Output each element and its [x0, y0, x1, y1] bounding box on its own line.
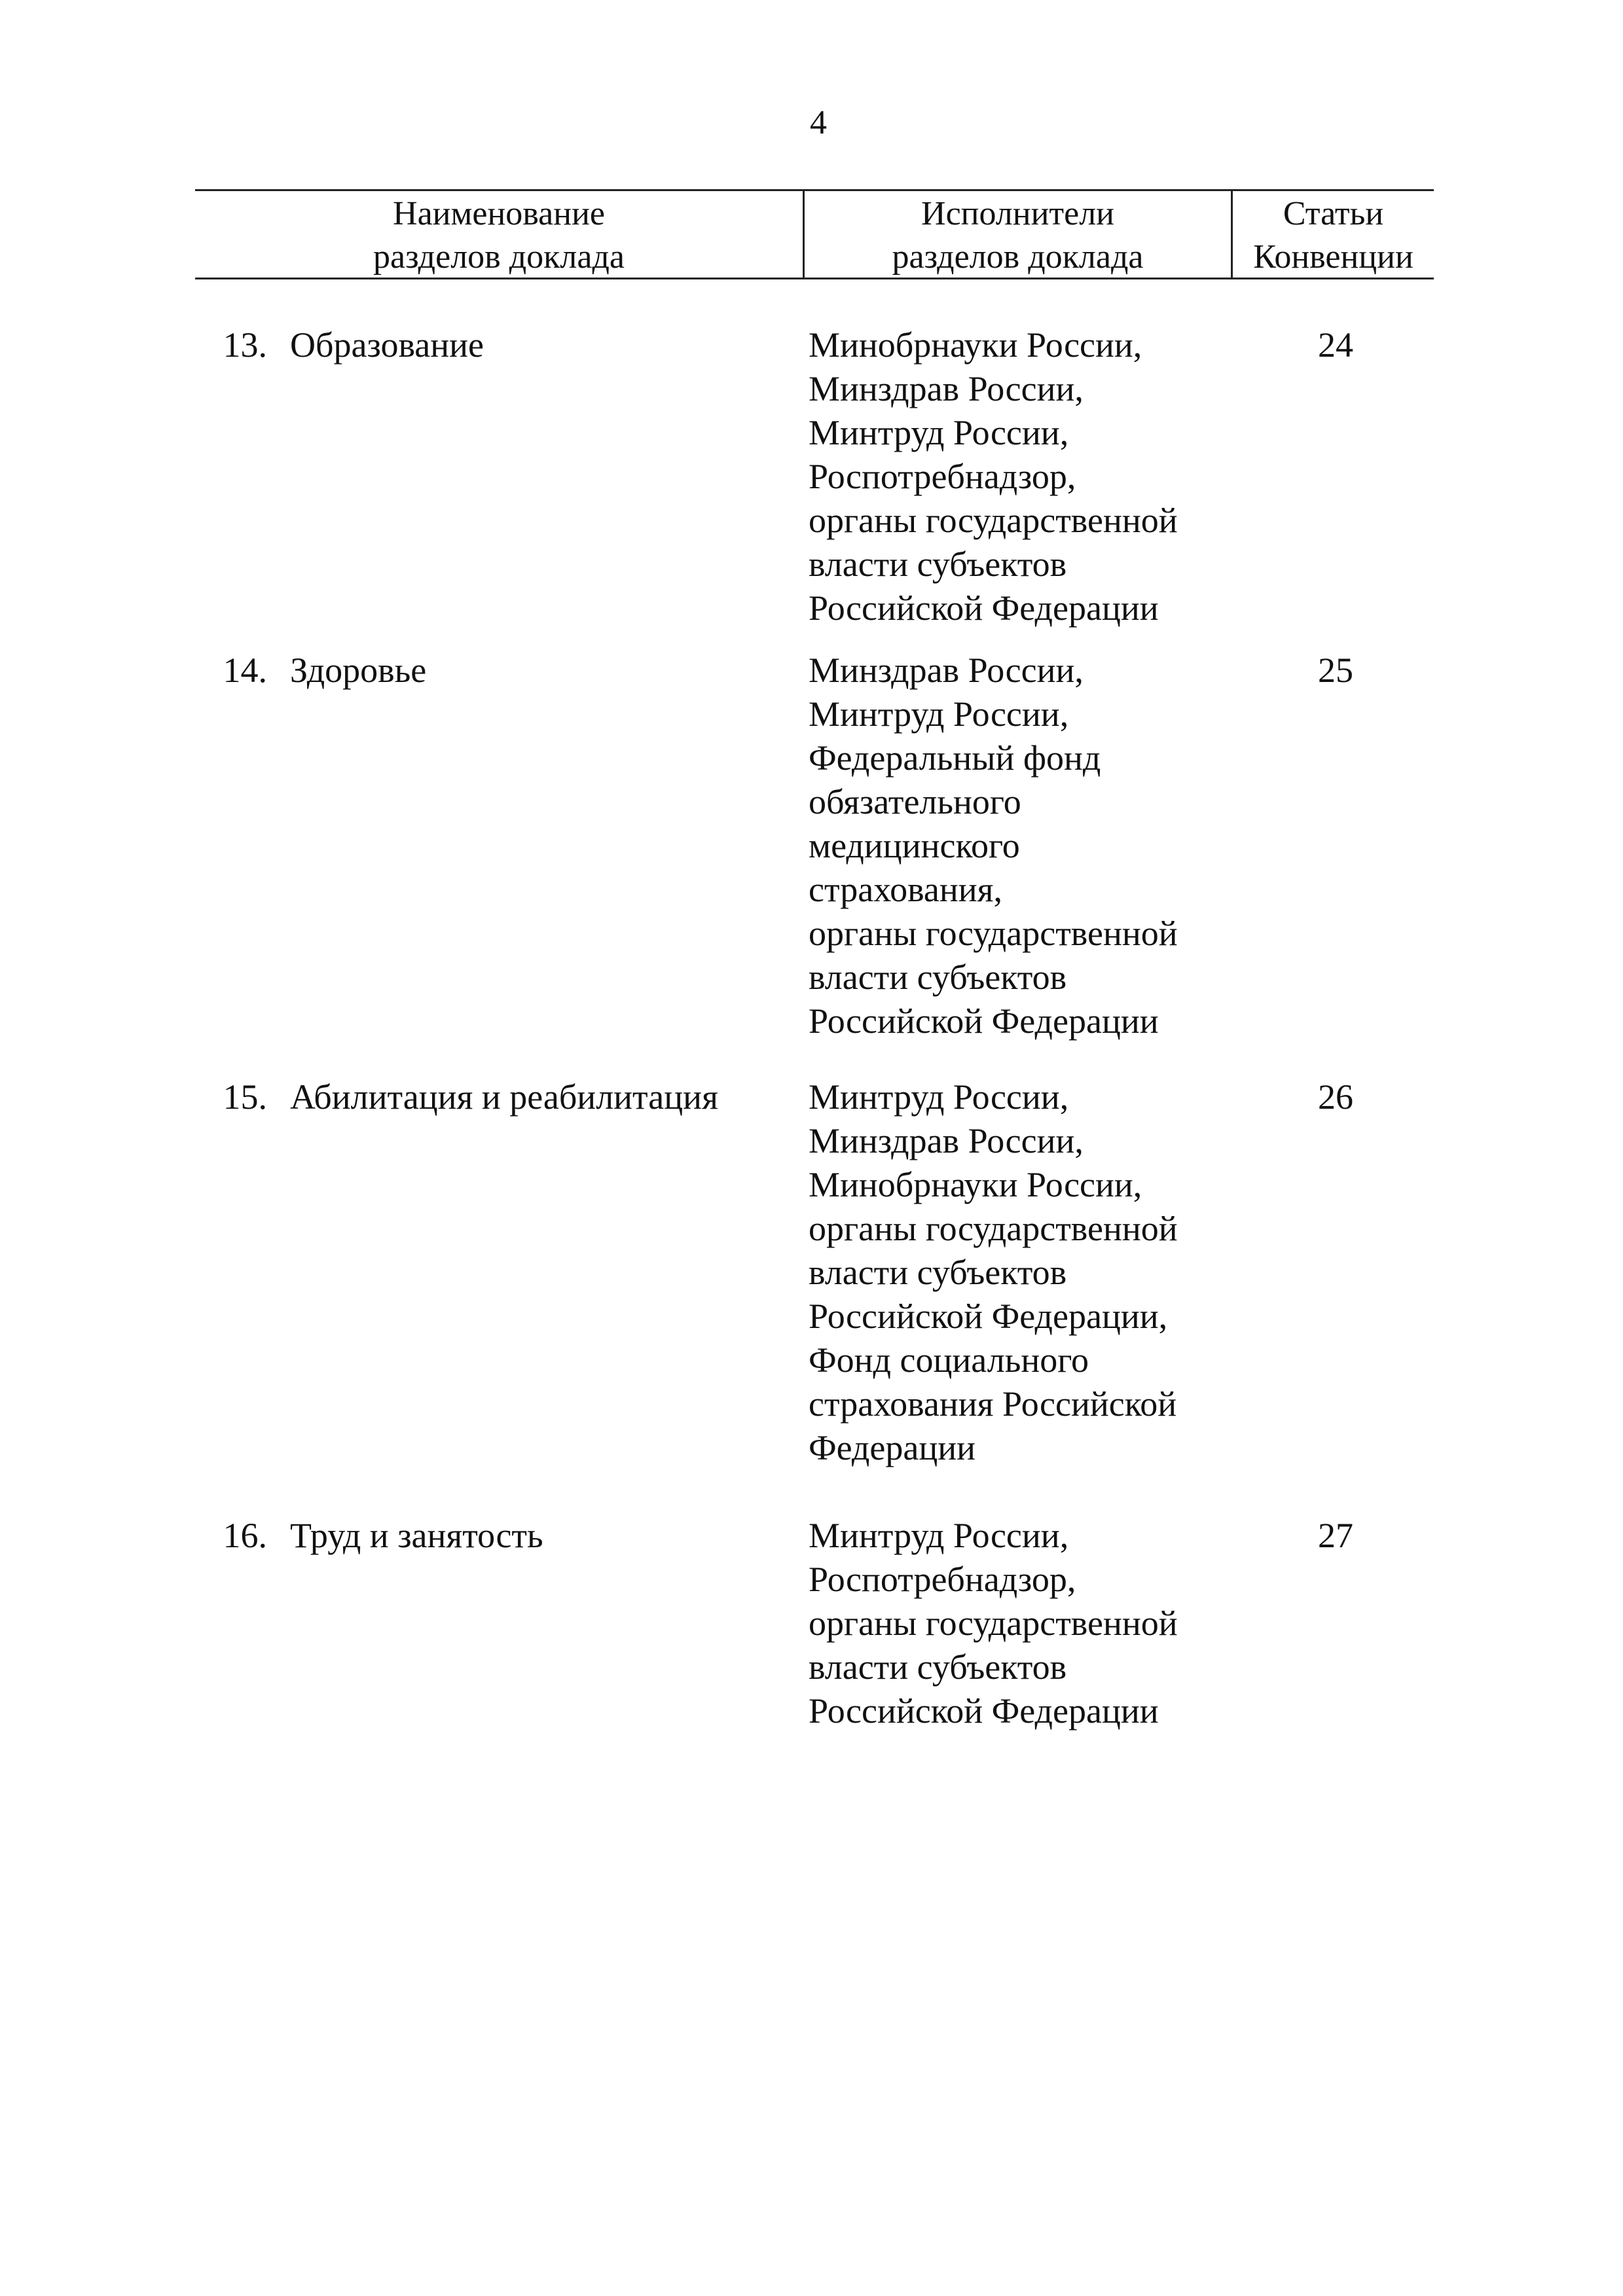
executors-list: Минтруд России, Роспотребнадзор, органы государственной власти субъектов Российской Федерации	[809, 1516, 1178, 1731]
convention-article: 27	[1318, 1516, 1353, 1555]
section-name: Труд и занятость	[290, 1516, 543, 1555]
convention-article: 26	[1318, 1077, 1353, 1117]
convention-article: 25	[1318, 651, 1353, 690]
header-convention-articles: Статьи Конвенции	[1231, 191, 1434, 278]
header-executors: Исполнители разделов доклада	[803, 191, 1231, 278]
convention-article: 24	[1318, 325, 1353, 365]
section-name: Абилитация и реабилитация	[290, 1077, 718, 1117]
executors-list: Минздрав России, Минтруд России, Федеральный фонд обязательного медицинского страхования, органы государственной власти субъектов Российской Федерации	[809, 651, 1178, 1041]
row-number: 15.	[223, 1077, 267, 1117]
header-section-name: Наименование разделов доклада	[373, 195, 625, 276]
section-name: Образование	[290, 325, 484, 365]
row-number: 16.	[223, 1516, 267, 1555]
row-number: 13.	[223, 325, 267, 365]
executors-list: Минтруд России, Минздрав России, Минобрнауки России, органы государственной власти субъектов Российской Федерации, Фонд социального страхования Российской Федерации	[809, 1077, 1178, 1467]
section-name: Здоровье	[290, 651, 427, 690]
table-header	[195, 189, 1434, 279]
page-number: 4	[810, 104, 827, 141]
executors-list: Минобрнауки России, Минздрав России, Минтруд России, Роспотребнадзор, органы государственной власти субъектов Российской Федерации	[809, 325, 1178, 628]
row-number: 14.	[223, 651, 267, 690]
